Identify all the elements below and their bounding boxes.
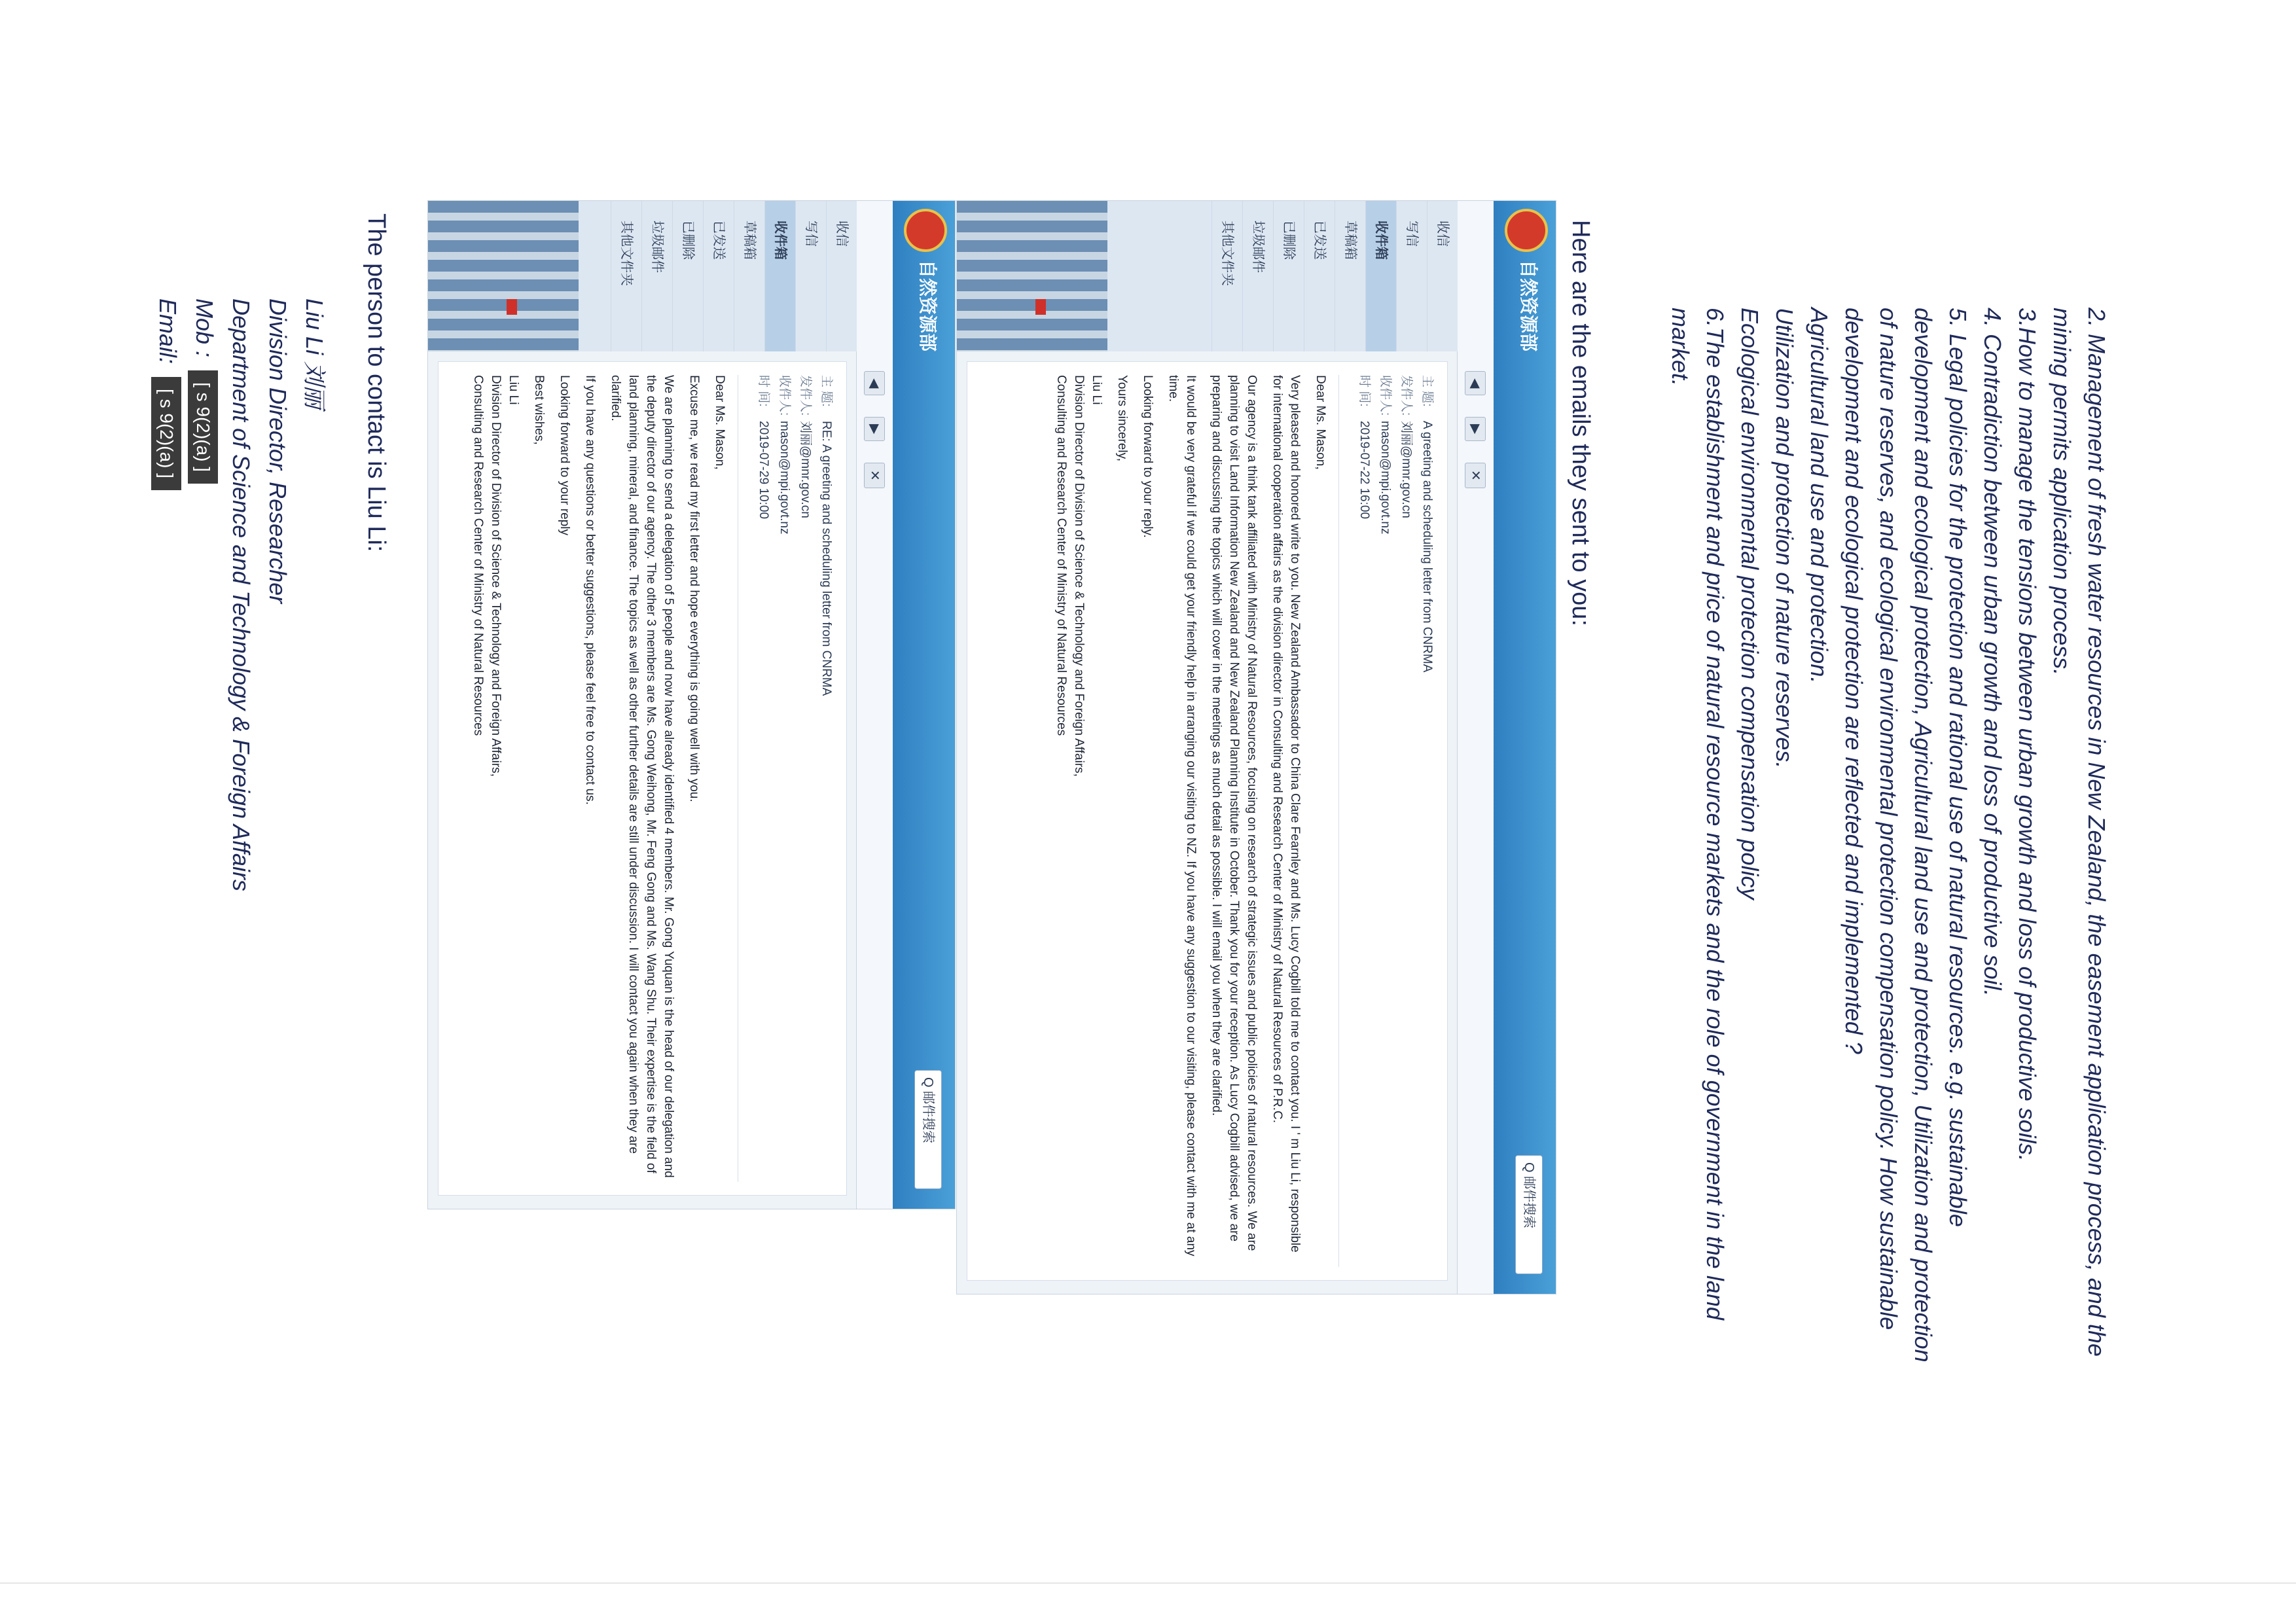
delete-button[interactable]: ✕ xyxy=(1465,463,1486,488)
contact-title: Division Director, Researcher xyxy=(264,298,291,604)
mail-header xyxy=(1494,201,1556,1294)
mail-paragraph: Dear Ms. Mason, xyxy=(713,375,726,470)
mail-paragraph: Division Director of Division of Science & Technology and Foreign Affairs, xyxy=(1072,375,1086,777)
mail-sidebar xyxy=(957,201,1458,351)
contact-intro: The person to contact is Liu Li: xyxy=(363,213,390,552)
sidebar-item[interactable]: 草稿箱 xyxy=(1335,201,1365,351)
mail-paragraph: Looking forward to your reply. xyxy=(1141,375,1155,538)
meta-value: A greeting and scheduling letter from CNRMA xyxy=(1420,421,1434,673)
sidebar-item[interactable]: 其他文件夹 xyxy=(611,201,641,351)
question-item: 3.How to manage the tensions between urban growth and loss of productive soils. xyxy=(2014,308,2041,1162)
mail-paragraph: Liu Li xyxy=(1090,375,1103,405)
meta-value: mason@mpi.govt.nz xyxy=(1378,421,1392,535)
forward-button[interactable]: ▶ xyxy=(1465,417,1486,441)
mail-paragraph: Consulting and Research Center of Ministry of Natural Resources xyxy=(1054,375,1068,736)
email-screenshot-1 xyxy=(956,200,1556,1294)
sidebar-item[interactable]: 收信 xyxy=(1427,201,1458,351)
mail-app-title: 自然资源部 xyxy=(918,260,938,352)
mail-app-title: 自然资源部 xyxy=(1518,260,1539,352)
meta-value: 刘丽@mnr.gov.cn xyxy=(1399,421,1413,518)
mail-paragraph: Dear Ms. Mason, xyxy=(1314,375,1327,470)
mail-body xyxy=(445,375,728,1182)
sidebar-item[interactable]: 其他文件夹 xyxy=(1211,201,1242,351)
sidebar-item[interactable]: 写信 xyxy=(1396,201,1427,351)
email-label: Email: xyxy=(154,298,181,365)
meta-value: 2019-07-22 16:00 xyxy=(1357,421,1371,520)
question-item: Agricultural land use and protection. xyxy=(1806,308,1833,684)
mail-toolbar xyxy=(856,201,893,1209)
sidebar-item[interactable]: 已删除 xyxy=(672,201,703,351)
meta-key: 发件人: xyxy=(1399,375,1413,416)
building-image xyxy=(957,201,1107,351)
delete-button[interactable]: ✕ xyxy=(864,463,885,488)
mail-paragraph: If you have any questions or better suggestions, please feel free to contact us. xyxy=(583,375,597,805)
mail-paragraph: Very pleased and honored write to you. New Zealand Ambassador to China Clare Fearnley and Ms. Lucy Cogbill told me to contact you. I ' m Liu Li, responsible for international cooperation affairs as the division director in Consulting and Research Center of Ministry of Natural Resources of P.R.C. xyxy=(1270,375,1302,1253)
emblem-icon xyxy=(904,209,947,252)
meta-value: mason@mpi.govt.nz xyxy=(778,421,791,535)
meta-key: 时 间: xyxy=(757,375,770,407)
question-item: 6.The establishment and price of natural resource markets and the role of government in the land market. xyxy=(1667,308,1729,1320)
question-item: Ecological environmental protection compensation policy xyxy=(1736,308,1763,900)
meta-key: 收件人: xyxy=(1378,375,1392,416)
email-redaction: [ s 9(2)(a) ] xyxy=(151,377,181,490)
mail-content xyxy=(438,361,847,1196)
reply-button[interactable]: ◀ xyxy=(864,371,885,395)
emblem-icon xyxy=(1505,209,1548,252)
mail-paragraph: Excuse me, we read my first letter and hope everything is going well with you. xyxy=(687,375,701,802)
meta-key: 主 题: xyxy=(819,375,833,407)
mail-header xyxy=(893,201,955,1209)
mail-paragraph: Yours sincerely, xyxy=(1115,375,1129,462)
meta-value: RE: A greeting and scheduling letter from CNRMA xyxy=(819,421,833,696)
contact-department: Department of Science and Technology & Foreign Affairs xyxy=(228,298,255,891)
mail-paragraph: Division Director of Division of Science & Technology and Foreign Affairs, xyxy=(489,375,503,777)
mail-search-input[interactable]: Q 邮件搜索 xyxy=(1515,1155,1543,1274)
mail-paragraph: It would be very grateful if we could get your friendly help in arranging our visiting to NZ. If you have any suggestion to our visiting, please contact with me at any time. xyxy=(1166,375,1198,1257)
sidebar-item[interactable]: 收信 xyxy=(826,201,857,351)
reply-button[interactable]: ◀ xyxy=(1465,371,1486,395)
mail-paragraph: We are planning to send a delegation of 5 people and now have already identified 4 members. Mr. Gong Yuquan is the head of our delegation and the deputy director of our agency. The other 3 members are Ms. Gong Weihong, Mr. Feng Gong and Ms. Wang Shu. Their expertise is the field of land planning, mineral, and finance. The topics as well as other further details are still under discussion. I will contact you again when they are clarified. xyxy=(609,375,675,1178)
emails-intro: Here are the emails they sent to you: xyxy=(1567,220,1594,626)
sidebar-item[interactable]: 垃圾邮件 xyxy=(1242,201,1273,351)
mobile-redaction: [ s 9(2)(a) ] xyxy=(188,370,218,484)
contact-name: Liu Li 刘丽 xyxy=(301,298,328,409)
mail-paragraph: Best wishes, xyxy=(532,375,546,445)
contact-email xyxy=(149,298,186,891)
meta-value: 刘丽@mnr.gov.cn xyxy=(798,421,812,518)
mail-search-input[interactable]: Q 邮件搜索 xyxy=(914,1070,942,1189)
question-list xyxy=(1663,308,2114,1368)
building-image xyxy=(428,201,579,351)
mail-body xyxy=(974,375,1329,1267)
sidebar-item[interactable]: 已发送 xyxy=(703,201,734,351)
mail-sidebar xyxy=(428,201,857,351)
sidebar-item[interactable]: 已删除 xyxy=(1273,201,1304,351)
mobile-label: Mob : xyxy=(191,298,218,358)
meta-key: 主 题: xyxy=(1420,375,1434,407)
meta-key: 发件人: xyxy=(798,375,812,416)
forward-button[interactable]: ▶ xyxy=(864,417,885,441)
mail-paragraph: Our agency is a think tank affiliated with Ministry of Natural Resources, focusing on research of strategic issues and public policies of natural resources. We are planning to visit Land Information New Zealand and New Zealand Planning Institute in October. Thank you for your reception. As Lucy Cogbill advised, we are preparing and discussing the topics which will cover in the meetings as much detail as possible. I will email you when they are clarified. xyxy=(1210,375,1259,1251)
mail-meta xyxy=(738,375,836,1182)
question-item: Utilization and protection of nature reserves. xyxy=(1771,308,1798,769)
question-item: 4. Contradiction between urban growth and loss of productive soil. xyxy=(1979,308,2006,997)
sidebar-item[interactable]: 收件箱 xyxy=(764,201,795,351)
sidebar-item[interactable]: 垃圾邮件 xyxy=(641,201,672,351)
mail-content xyxy=(967,361,1448,1281)
mail-paragraph: Liu Li xyxy=(507,375,520,405)
contact-card xyxy=(149,298,332,891)
flag-icon xyxy=(1035,299,1046,315)
sidebar-item[interactable]: 写信 xyxy=(795,201,826,351)
meta-value: 2019-07-29 10:00 xyxy=(757,421,770,520)
meta-key: 时 间: xyxy=(1357,375,1371,407)
mail-meta xyxy=(1338,375,1437,1267)
flag-icon xyxy=(507,299,517,315)
meta-key: 收件人: xyxy=(778,375,791,416)
sidebar-item[interactable]: 草稿箱 xyxy=(734,201,764,351)
mail-paragraph: Consulting and Research Center of Ministry of Natural Resources xyxy=(471,375,485,736)
email-screenshot-2 xyxy=(427,200,956,1209)
question-item: 2. Management of fresh water resources in New Zealand, the easement application process, and the mining permits application process. xyxy=(2049,308,2110,1357)
sidebar-item[interactable]: 已发送 xyxy=(1304,201,1335,351)
contact-mobile xyxy=(186,298,223,891)
sidebar-item[interactable]: 收件箱 xyxy=(1365,201,1396,351)
scan-edge-line xyxy=(0,1582,2296,1584)
question-item: 5. Legal policies for the protection and rational use of natural resources. e.g. sustainable development and ecological protection, Agricultural land use and protection, Utilization and protection of nature reserves, and ecological environmental protection compensation policy. How sustainable development and ecological protection are reflected and implemented ? xyxy=(1840,308,1971,1363)
mail-toolbar xyxy=(1457,201,1494,1294)
mail-paragraph: Looking forward to your reply xyxy=(558,375,571,536)
